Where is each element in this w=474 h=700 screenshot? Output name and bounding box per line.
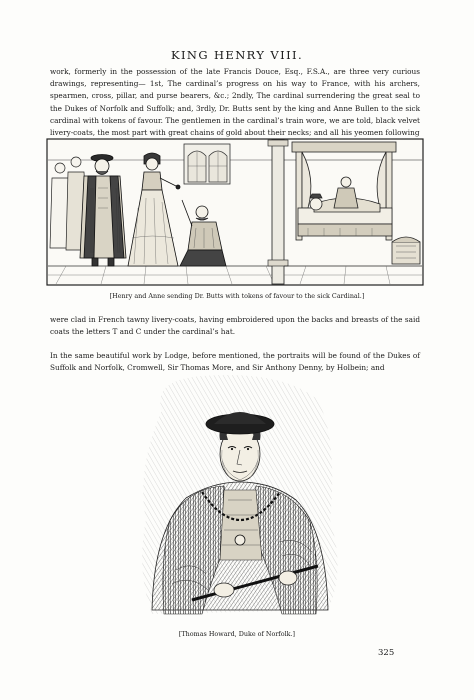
body-paragraph-3: In the same beautiful work by Lodge, before mentioned, the portraits will be found of the Dukes of Suffolk and Norfolk, Cromwell, Sir Thomas More, and Sir Anthony Denny, by Holbein; and bbox=[50, 351, 420, 373]
portrait-caption: [Thomas Howard, Duke of Norfolk.] bbox=[178, 630, 296, 638]
plate-caption: [Henry and Anne sending Dr. Butts with tokens of favour to the sick Cardinal.] bbox=[109, 292, 365, 300]
body-paragraph-1: work, formerly in the possession of the late Francis Douce, Esq., F.S.A., are three very curious drawings, representing— 1st, The cardinal’s progress on his way to France, with his archers, spearmen, cross, pillar, and purse bearers, &c.; 2ndly, The cardinal surrendering the great seal to the Dukes of Norfolk and Suffolk; and, 3rdly, Dr. Butts sent by the king and Anne Bullen to the sick cardinal with tokens of favour. The gentlemen in the cardinal’s train wore, we are told, black velvet livery-coats, the most part with great chains of gold about their necks; and all his yeomen following bbox=[50, 67, 420, 138]
running-head: KING HENRY VIII. bbox=[170, 48, 304, 62]
body-paragraph-2: were clad in French tawny livery-coats, having embroidered upon the backs and breasts of the said coats the letters T and C under the cardinal’s hat. bbox=[50, 315, 420, 337]
page-number: 325 bbox=[378, 648, 395, 658]
woodcut-illustration bbox=[46, 138, 424, 286]
portrait-engraving bbox=[132, 370, 346, 626]
